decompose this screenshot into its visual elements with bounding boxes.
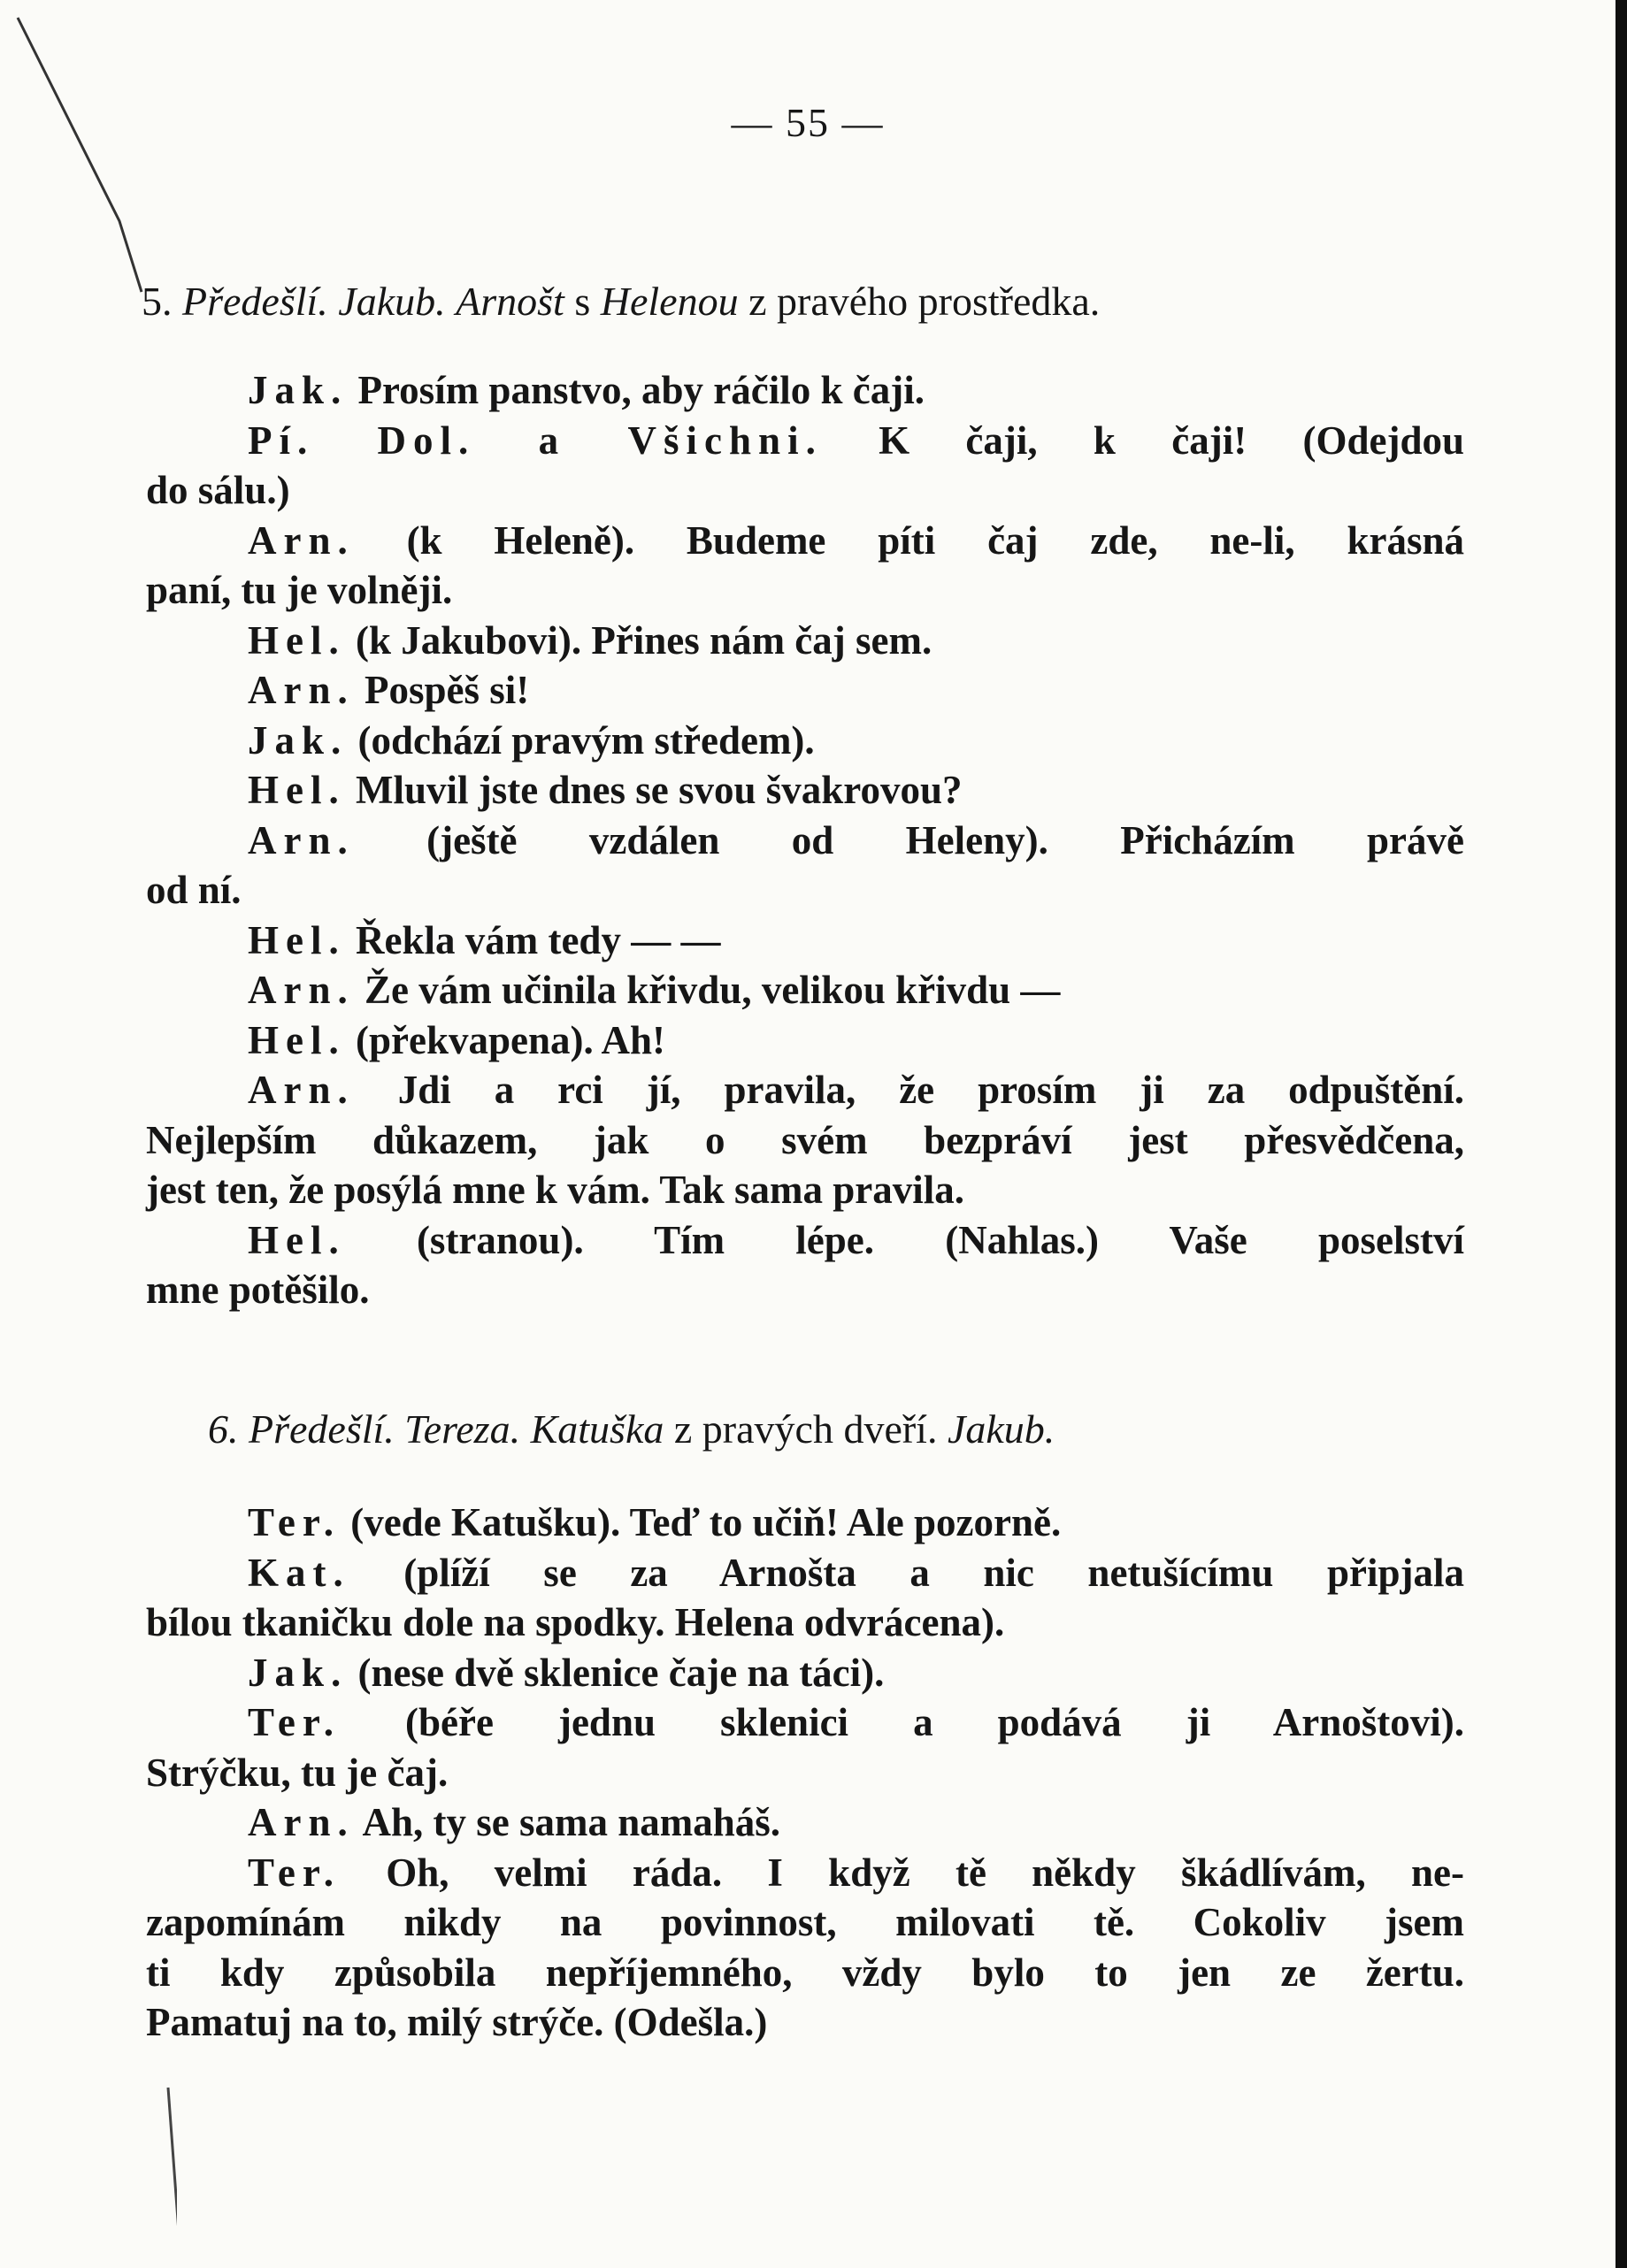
dialogue-text: (ještě vzdálen od Heleny). Přicházím právě <box>354 817 1464 862</box>
dialogue-line <box>248 1699 1464 1745</box>
dialogue-line <box>146 1999 767 2045</box>
dialogue-text: (nese dvě sklenice čaje na táci). <box>348 1650 885 1695</box>
dialogue-text: mne potěšilo. <box>146 1268 370 1312</box>
dialogue-text: Oh, velmi ráda. I když tě někdy škádlívám, ne- <box>340 1850 1464 1895</box>
dialogue-text: Pospěš si! <box>354 668 530 712</box>
dialogue-text: bílou tkaničku dole na spodky. Helena odvrácena). <box>146 1600 1005 1644</box>
speaker-name: Arn. <box>248 517 355 563</box>
dialogue-line <box>146 567 452 613</box>
speaker-name: Kat. <box>248 1550 350 1595</box>
speaker-name: Ter. <box>248 1500 341 1544</box>
speaker-name: Ter. <box>248 1700 341 1744</box>
dialogue-text: (béře jednu sklenici a podává ji Arnoštovi). <box>340 1700 1464 1744</box>
dialogue-text: Prosím panstvo, aby ráčilo k čaji. <box>348 368 925 412</box>
dialogue-text: (překvapena). Ah! <box>345 1017 666 1062</box>
dialogue-line <box>146 1750 448 1796</box>
dialogue-text: Jdi a rci jí, pravila, že prosím ji za odpuštění. <box>354 1068 1464 1112</box>
dialogue-line <box>146 1167 964 1213</box>
dialogue-line <box>248 967 1060 1013</box>
dialogue-text: (stranou). Tím lépe. (Nahlas.) Vaše poselství <box>345 1217 1464 1262</box>
speaker-name: Hel. <box>248 617 346 663</box>
dialogue-line <box>146 1267 370 1313</box>
dialogue-text: Mluvil jste dnes se svou švakrovou? <box>345 768 963 812</box>
speaker-name: Arn. <box>248 668 355 712</box>
dialogue-text: (vede Katušku). Teď to učiň! Ale pozorně. <box>340 1500 1062 1544</box>
dialogue-line <box>146 867 242 913</box>
dialogue-text: (k Heleně). Budeme píti čaj zde, ne-li, krásná <box>354 517 1464 563</box>
dialogue-text: Řekla vám tedy — — <box>345 917 721 962</box>
dialogue-line <box>248 418 1464 464</box>
speaker-name: Hel. <box>248 1017 346 1062</box>
speaker-name: Arn. <box>248 1800 355 1844</box>
dialogue-line <box>146 1117 1464 1163</box>
dialogue-text: od ní. <box>146 868 242 912</box>
dialogue-text: Pamatuj na to, milý strýče. (Odešla.) <box>146 2000 768 2044</box>
dialogue-line <box>248 1217 1464 1263</box>
dialogue-text: ti kdy způsobila nepříjemného, vždy bylo to jen ze žertu. <box>146 1950 1464 1995</box>
dialogue-line <box>146 467 290 513</box>
dialogue-text: (plíží se za Arnošta a nic netušícímu připjala <box>349 1550 1464 1595</box>
speaker-name: Pí. Dol. a Všichni. <box>248 418 823 463</box>
dialogue-line <box>248 1017 665 1063</box>
page-number: — 55 — <box>731 100 885 145</box>
speaker-name: Hel. <box>248 1217 346 1262</box>
dialogue-line <box>248 817 1464 863</box>
scan-edge <box>1615 0 1627 2268</box>
dialogue-text: jest ten, že posýlá mne k vám. Tak sama pravila. <box>146 1168 965 1212</box>
dialogue-text: (k Jakubovi). Přines nám čaj sem. <box>345 617 932 663</box>
dialogue-line <box>248 517 1464 563</box>
speaker-name: Hel. <box>248 768 346 812</box>
dialogue-line <box>248 1799 780 1845</box>
scene-5-heading: 5. Předešlí. Jakub. Arnošt s Helenou z pravého prostředka. <box>142 279 1101 324</box>
dialogue-text: Strýčku, tu je čaj. <box>146 1750 449 1795</box>
dialogue-line <box>146 1599 1004 1645</box>
dialogue-line <box>248 1650 884 1696</box>
dialogue-text: K čaji, k čaji! (Odejdou <box>822 418 1465 463</box>
dialogue-line <box>248 1550 1464 1596</box>
dialogue-text: Že vám učinila křivdu, velikou křivdu — <box>354 968 1061 1012</box>
dialogue-line <box>248 767 963 813</box>
dialogue-text: Nejlepším důkazem, jak o svém bezpráví jest přesvědčena, <box>146 1117 1464 1162</box>
dialogue-line <box>248 1067 1464 1113</box>
dialogue-line <box>146 1899 1464 1945</box>
dialogue-line <box>248 917 720 963</box>
speaker-name: Arn. <box>248 817 355 862</box>
dialogue-text: paní, tu je volněji. <box>146 568 453 612</box>
speaker-name: Jak. <box>248 717 349 762</box>
dialogue-line <box>248 367 925 413</box>
speaker-name: Hel. <box>248 917 346 962</box>
scene-6-heading: 6. Předešlí. Tereza. Katuška z pravých dveří. Jakub. <box>208 1406 1055 1452</box>
speaker-name: Arn. <box>248 968 355 1012</box>
speaker-name: Jak. <box>248 368 349 412</box>
dialogue-line <box>248 1850 1464 1896</box>
dialogue-text: zapomínám nikdy na povinnost, milovati tě. Cokoliv jsem <box>146 1900 1464 1944</box>
dialogue-text: Ah, ty se sama namaháš. <box>354 1800 781 1844</box>
speaker-name: Jak. <box>248 1650 349 1695</box>
dialogue-text: do sálu.) <box>146 468 290 512</box>
dialogue-line <box>248 717 815 763</box>
dialogue-text: (odchází pravým středem). <box>348 717 815 762</box>
speaker-name: Ter. <box>248 1850 341 1895</box>
dialogue-line <box>146 1950 1464 1996</box>
dialogue-line <box>248 667 529 713</box>
dialogue-line <box>248 1499 1061 1545</box>
speaker-name: Arn. <box>248 1068 355 1112</box>
dialogue-line <box>248 617 932 663</box>
